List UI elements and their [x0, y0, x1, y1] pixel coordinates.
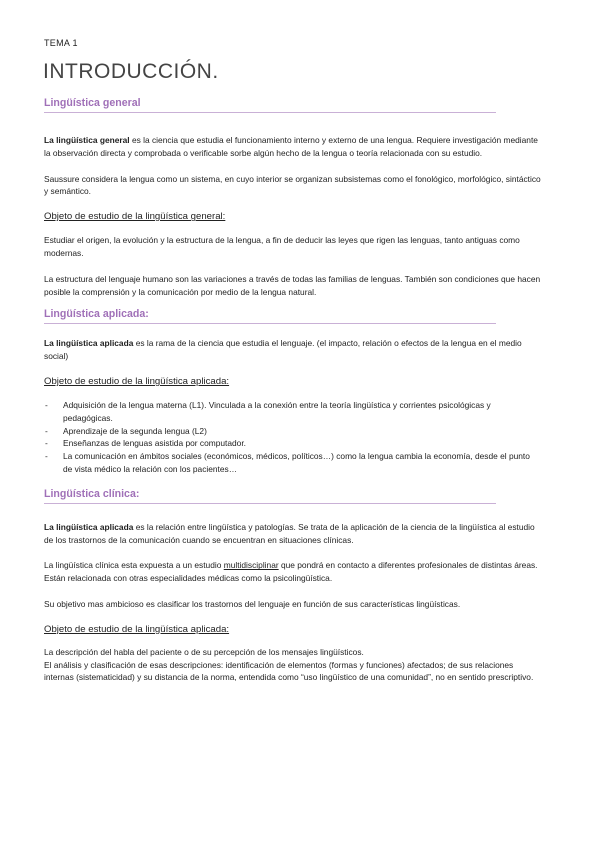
- document-body: [44, 97, 541, 684]
- paragraph: El análisis y clasificación de esas descripciones: identificación de elementos (formas y funciones) afectados; de sus relaciones internas (sistematicidad) y su distancia de la norma, entendida como “uso lingüístico de una comunidad”, no en sentido prescriptivo.: [44, 659, 534, 683]
- paragraph: Saussure considera la lengua como un sistema, en cuyo interior se organizan subsistemas como el fonológico, morfológico, sintáctico y semántico.: [44, 173, 541, 197]
- section-heading-clinica: Lingüística clínica:: [44, 488, 496, 504]
- subheading: Objeto de estudio de la lingüística aplicada:: [44, 623, 230, 635]
- paragraph: La lingüística clínica esta expuesta a un estudio multidisciplinar que pondrá en contacto a diferentes profesionales de distintas áreas. Están relacionada con otras especialidades médicas como la psicolingüística.: [44, 560, 538, 584]
- list-item: - Adquisición de la lengua materna (L1). Vinculada a la conexión entre la teoría lingüística y corrientes psicológicas y pedagógicas.: [44, 399, 541, 425]
- list-item: - La comunicación en ámbitos sociales (económicos, médicos, políticos…) como la lengua cambia la economía, desde el punto de vista médico la relación con los pacientes…: [44, 450, 541, 476]
- subheading: Objeto de estudio de la lingüística aplicada:: [44, 375, 230, 387]
- subheading: Objeto de estudio de la lingüística general:: [44, 211, 226, 223]
- page-title: INTRODUCCIÓN.: [43, 60, 219, 83]
- bold-term: La lingüística aplicada: [44, 338, 134, 349]
- list-item: - Enseñanzas de lenguas asistida por computador.: [44, 437, 541, 450]
- chapter-label: TEMA 1: [44, 38, 78, 48]
- paragraph: Su objetivo mas ambicioso es clasificar los trastornos del lenguaje en función de sus características lingüísticas.: [44, 598, 461, 609]
- paragraph: La lingüística aplicada es la rama de la ciencia que estudia el lenguaje. (el impacto, relación o efectos de la lengua en el medio social): [44, 338, 522, 362]
- paragraph: La lingüística aplicada es la relación entre lingüística y patologías. Se trata de la aplicación de la ciencia de la lingüística al estudio de los trastornos de la comunicación cuando se encuentran en situaciones clínicas.: [44, 521, 535, 545]
- paragraph: Estudiar el origen, la evolución y la estructura de la lengua, a fin de deducir las leyes que rigen las lenguas, tanto antiguas como modernas.: [44, 235, 520, 258]
- bold-term: La lingüística aplicada: [44, 521, 134, 532]
- list-item: - Aprendizaje de la segunda lengua (L2): [44, 425, 541, 438]
- bullet-list: [44, 399, 541, 476]
- paragraph: La descripción del habla del paciente o de su percepción de los mensajes lingüísticos.: [44, 646, 364, 657]
- section-heading-aplicada: Lingüística aplicada:: [44, 308, 496, 324]
- bold-term: La lingüística general: [44, 135, 130, 145]
- paragraph: La estructura del lenguaje humano son las variaciones a través de todas las familias de lenguas. También son condiciones que hacen posible la comprensión y la comunicación por medio de la lengua natural.: [44, 273, 541, 297]
- underlined-term: multidisciplinar: [223, 560, 279, 571]
- section-heading-general: Lingüística general: [44, 97, 496, 113]
- paragraph: La lingüística general es la ciencia que estudia el funcionamiento interno y externo de una lengua. Requiere investigación mediante la observación directa y comprobada o verificable sorbe algún hecho de la lengua o teoría relacionada con su estudio.: [44, 135, 538, 158]
